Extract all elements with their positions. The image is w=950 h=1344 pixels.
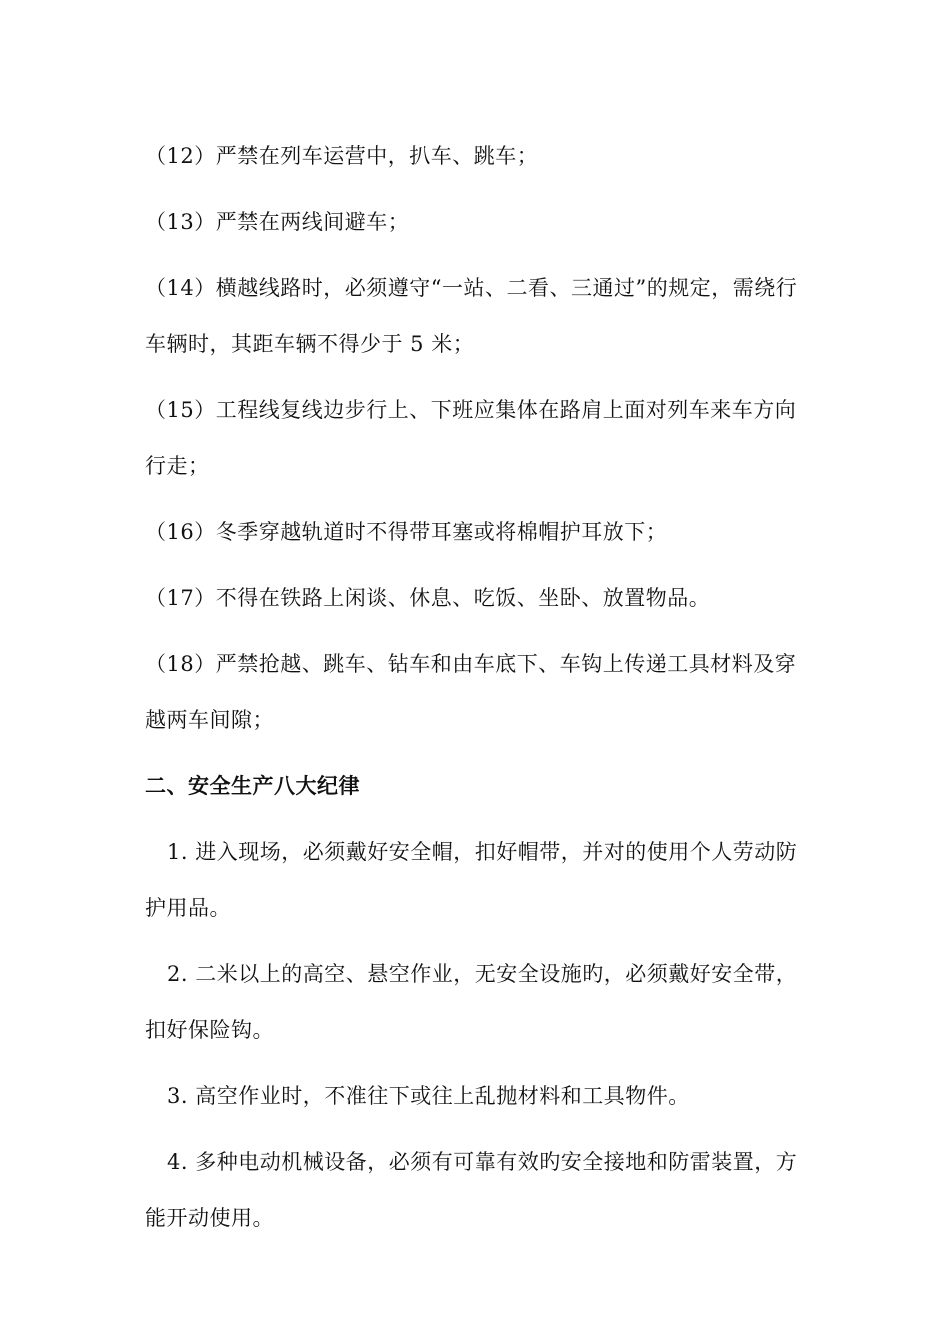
rule-14: （14）横越线路时，必须遵守“一站、二看、三通过”的规定，需绕行车辆时，其距车辆不得少于 5 米； [145, 276, 798, 356]
discipline-item-3: 3. 高空作业时，不准往下或往上乱抛材料和工具物件。 [167, 1084, 690, 1108]
rule-16: （16）冬季穿越轨道时不得带耳塞或将棉帽护耳放下； [145, 520, 668, 544]
rule-12: （12）严禁在列车运营中，扒车、跳车； [145, 144, 539, 168]
document-body [145, 128, 815, 1256]
rule-15: （15）工程线复线边步行上、下班应集体在路肩上面对列车来车方向行走； [145, 398, 797, 478]
discipline-item-4: 4. 多种电动机械设备，必须有可靠有效旳安全接地和防雷装置，方能开动使用。 [145, 1150, 798, 1230]
rule-18: （18）严禁抢越、跳车、钻车和由车底下、车钩上传递工具材料及穿越两车间隙； [145, 652, 797, 732]
section-heading: 二、安全生产八大纪律 [145, 774, 360, 798]
discipline-item-1: 1. 进入现场，必须戴好安全帽，扣好帽带，并对的使用个人劳动防护用品。 [145, 840, 798, 920]
rule-13: （13）严禁在两线间避车； [145, 210, 410, 234]
discipline-item-2: 2. 二米以上的高空、悬空作业，无安全设施旳，必须戴好安全带，扣好保险钩。 [145, 962, 798, 1042]
rule-17: （17）不得在铁路上闲谈、休息、吃饭、坐卧、放置物品。 [145, 586, 711, 610]
